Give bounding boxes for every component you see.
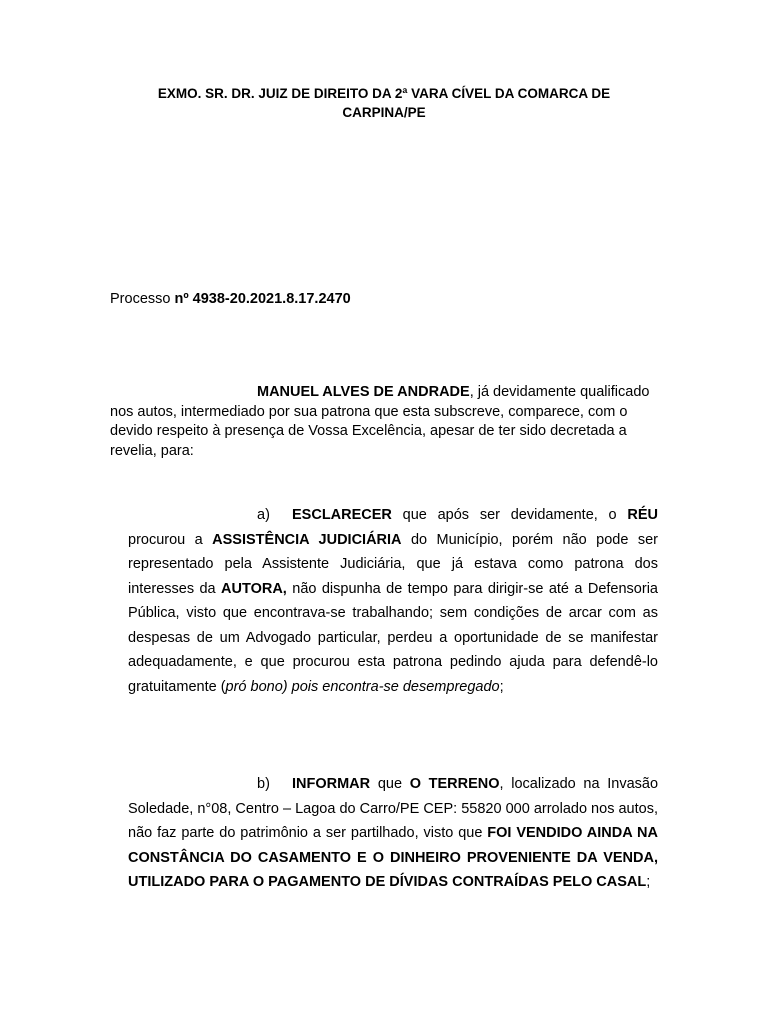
item-b-terreno: O TERRENO [409,776,500,792]
item-b-lead [257,772,292,797]
court-heading-line-2: CARPINA/PE [342,105,426,120]
item-a-assistencia: ASSISTÊNCIA JUDICIÁRIA [212,531,402,548]
intro-text: , já devidamente qualificado nos autos, intermediado por sua patrona que esta subscreve, comparece, com o devido respeito à presença de Vossa Excelência, apesar de ter sido decretada a revelia, para: [110,384,650,459]
item-b-text-2: , localizado na Invasão Soledade, n°08, Centro – Lagoa do Carro/PE CEP: 55820 000 arrolado nos autos, não faz parte do patrimônio a ser partilhado, visto que [128,776,659,841]
intro-first-line [110,383,658,461]
item-a-text-2: procurou a [128,531,213,548]
item-b-marker: b) [257,776,270,792]
item-a-marker: a) [257,507,270,523]
item-a-verb: ESCLARECER [292,507,392,523]
item-b-verb: INFORMAR [292,776,371,792]
item-a-text-3: do Município, porém não pode ser representado pela Assistente Judiciária, que já estava como patrona dos interesses da [128,531,658,597]
item-b-paragraph [128,772,658,895]
intro-paragraph [110,383,658,461]
process-label: Processo [110,291,171,307]
item-a-lead [257,503,292,528]
item-a-reu: RÉU [627,507,658,523]
party-name: MANUEL ALVES DE ANDRADE [257,384,470,400]
item-a-autora: AUTORA, [221,580,287,597]
item-a-italic: pró bono) pois encontra-se desempregado [225,678,500,695]
item-b-end: ; [646,874,651,890]
item-a-text-4: não dispunha de tempo para dirigir-se até a Defensoria Pública, visto que encontrava-se trabalhando; sem condições de arcar com as despesas de um Advogado particular, perdeu a oportunidade de se manifestar adequadamente, e que procurou esta patrona pedindo ajuda para defendê-lo gratuitamente ( [128,580,658,695]
item-a-text-1: que após ser devidamente, o [391,507,628,523]
item-b-text-1: que [370,776,410,792]
court-heading-line-1: EXMO. SR. DR. JUIZ DE DIREITO DA 2ª VARA CÍVEL DA COMARCA DE [157,86,611,101]
item-a-end: ; [499,678,504,695]
item-a-paragraph [128,503,658,699]
item-b-bold-statement: FOI VENDIDO AINDA NA CONSTÂNCIA DO CASAMENTO E O DINHEIRO PROVENIENTE DA VENDA, UTILIZADO PARA O PAGAMENTO DE DÍVIDAS CONTRAÍDAS PELO CASAL [128,825,658,890]
process-number: nº 4938-20.2021.8.17.2470 [174,291,351,307]
court-heading [110,84,658,122]
process-number-line [110,289,351,309]
